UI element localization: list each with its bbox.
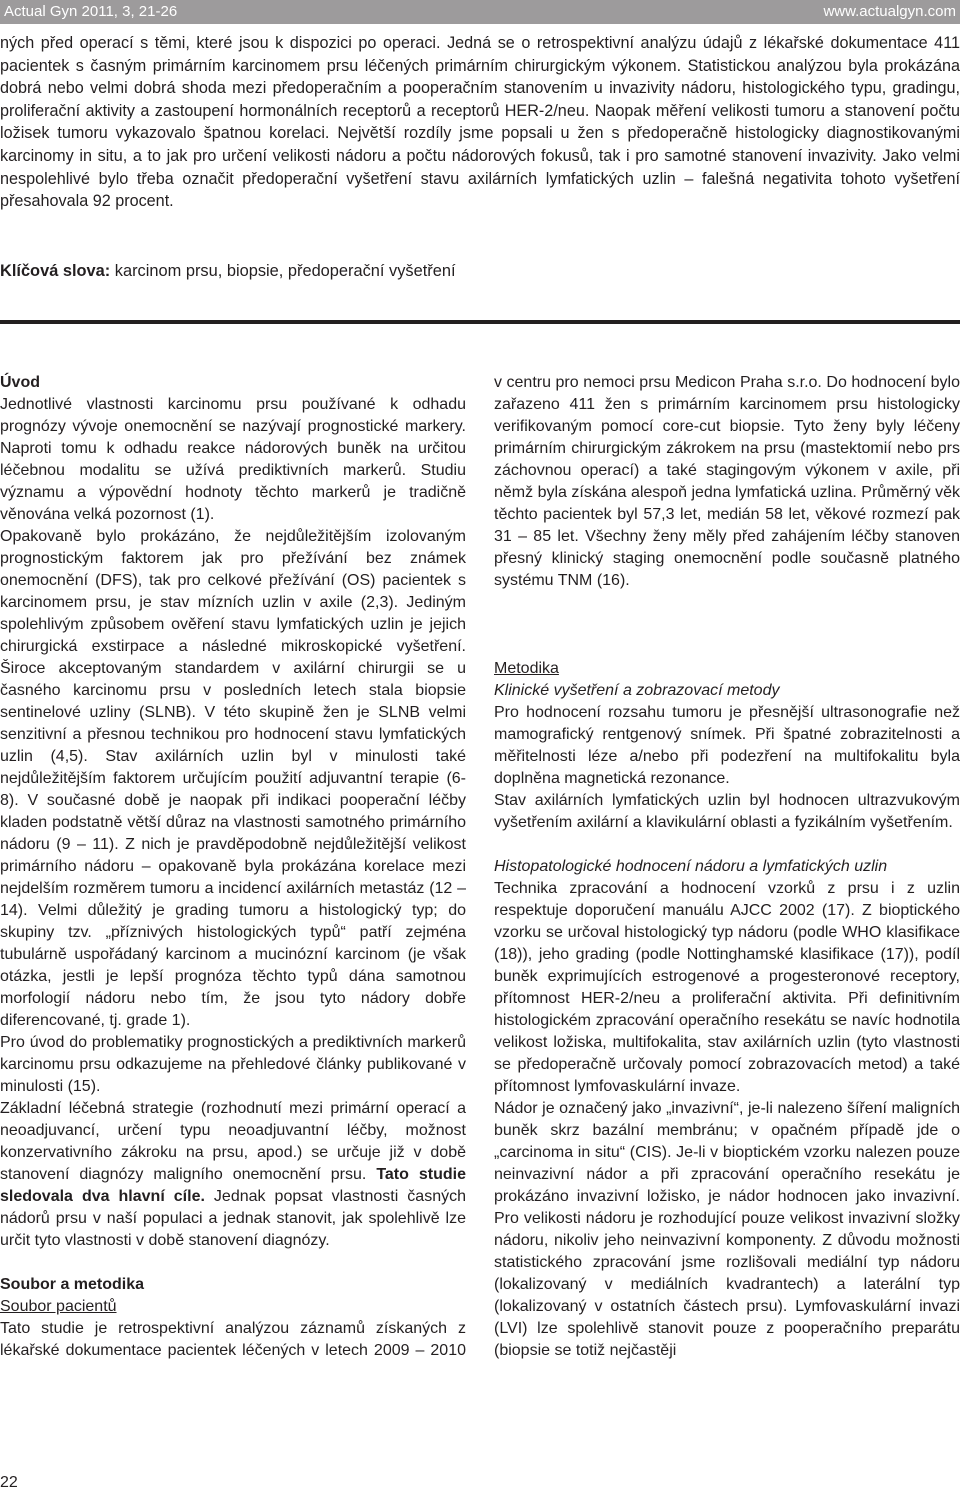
keywords-label: Klíčová slova: [0, 262, 111, 280]
journal-citation: Actual Gyn 2011, 3, 21-26 [4, 3, 178, 20]
running-header [0, 0, 960, 24]
intro-paragraph-4 [0, 1098, 466, 1252]
page-number: 22 [0, 1474, 18, 1491]
intro-p4-bold: Tato studie sledovala dva hlavní cíle. [0, 1166, 466, 1205]
intro-paragraph-2: Opakovaně bylo prokázáno, že nejdůležitějším izolovaným prognostickým faktorem jak pro přežívání bez známek onemocnění (DFS), tak pro celkové přežívání (OS) pacientek s karcinomem prsu, je stav mízních uzlin v axile (2,3). Jediným spolehlivým způsobem ověření stavu lymfatických uzlin je jejich chirurgická exstirpace a následné mikroskopické vyšetření. Široce akceptovaným standardem v axilární chirurgii se u časného karcinomu prsu v posledních letech stala biopsie sentinelové uzliny (SLNB). V této skupině žen je SLNB velmi senzitivní a přesnou technikou pro hodnocení stavu lymfatických uzlin (4,5). Stav axilárních uzlin byl v minulosti také nejdůležitějším faktorem určujícím použití adjuvantní terapie (6-8). V současné době je naopak při indikaci pooperační léčby kladen podstatně větší důraz na vlastnosti samotného primárního nádoru (9 – 11). Z nich je pravděpodobně nejdůležitější velikost primárního nádoru – opakovaně byla prokázána korelace mezi nejdelším rozměrem tumoru a incidencí axilárních metastáz (12 – 14). Velmi důležitý je grading tumoru a histologický typ; do skupiny tzv. „příznivých histologických typů“ patří zejména tubulárně uspořádaný karcinom a mucinózní karcinom (je však otázka, jestli je lepší prognóza těchto typů dána samotnou morfologií nádoru nebo tím, že jsou tyto nádory dobře diferencované, tj. grade 1). [0, 528, 466, 1029]
intro-paragraph-3: Pro úvod do problematiky prognostických a prediktivních markerů karcinomu prsu odkazujeme na přehledové články publikované v minulosti (15). [0, 1034, 466, 1095]
left-column [0, 372, 466, 1362]
methodology-subheading: Metodika [494, 660, 559, 677]
intro-heading: Úvod [0, 374, 40, 391]
clinical-paragraph-2: Stav axilárních lymfatických uzlin byl hodnocen ultrazvukovým vyšetřením axilární a klavikulární oblasti a fyzikálním vyšetřením. [494, 792, 960, 831]
keywords [0, 260, 960, 282]
abstract-text: ných před operací s těmi, které jsou k dispozici po operaci. Jedná se o retrospektivní analýzu údajů z lékařské dokumentace 411 pacientek s časným primárním karcinomem prsu léčených primárním chirurgickým výkonem. Statistickou analýzou byla prokázána dobrá nebo velmi dobrá shoda mezi předoperačním a pooperačním stanovením u invazivity nádoru, histologického typu, gradingu, proliferační aktivity a zastoupení hormonálních receptorů a receptorů HER-2/neu. Naopak měření velikosti tumoru a stanovení počtu ložisek tumoru vykazovalo špatnou korelaci. Největší rozdíly jsme popsali u žen s předoperačně histologicky diagnostikovanými karcinomy in situ, a to jak pro určení velikosti nádoru a počtu nádorových fokusů, tak i pro samotné stanovení invazivity. Jako velmi nespolehlivé bylo třeba označit předoperační vyšetření stavu axilárních lymfatických uzlin – falešná negativita tohoto vyšetření přesahovala 92 procent. [0, 34, 960, 211]
spacer [0, 1252, 466, 1274]
clinical-paragraph-1: Pro hodnocení rozsahu tumoru je přesnější ultrasonografie než mamografický rentgenový snímek. Při špatné zobrazitelnosti a měřitelnosti léze a/nebo při podezření na multifokalitu byla doplněna magnetická rezonance. [494, 704, 960, 787]
intro-p4-start: Základní léčebná strategie (rozhodnutí mezi primární operací a neoadjuvancí, určení typu neoadjuvantní léčby, možnost konzervativního zákroku na prsu, apod.) se určuje již v době stanovení diagnózy maligního onemocnění prsu. [0, 1100, 466, 1183]
patients-text-continued-inner: v centru pro nemoci prsu Medicon Praha s.r.o. Do hodnocení bylo zařazeno 411 žen s primárním karcinomem prsu histologicky verifikovaným pomocí core-cut biopsie. Tyto ženy byly léčeny primárním chirurgickým zákrokem na prsu (mastektomií nebo prs záchovnou operací) a také stagingovým výkonem v axile, při němž byla získána alespoň jedna lymfatická uzlina. Průměrný věk těchto pacientek byl 57,3 let, medián 58 let, věkové rozmezí pak 31 – 85 let. Všechny ženy měly před zahájením léčby stanoven přesný klinický staging onemocnění podle současně platného systému TNM (16). [494, 374, 960, 589]
keywords-text: karcinom prsu, biopsie, předoperační vyšetření [110, 262, 456, 280]
patients-subheading: Soubor pacientů [0, 1298, 117, 1315]
clinical-subheading: Klinické vyšetření a zobrazovací metody [494, 682, 780, 699]
histo-paragraph-2: Nádor je označený jako „invazivní“, je-li nalezeno šíření maligních buněk skrz bazální membránu; v opačném případě jde o „carcinoma in situ“ (CIS). Je-li v bioptickém vzorku nalezen pouze neinvazivní nádor a při zpracování operačního resekátu je prokázáno invazivní ložisko, je nádor hodnocen jako invazivní. Pro velikosti nádoru je rozhodující pouze velikost invazivní složky nádoru, nikoliv jeho neinvazivní komponenty. Z důvodu možnosti statistického zpracování jsme rozlišovali mediální typ nádoru (lokalizovaný v mediálních kvadrantech) a laterální typ (lokalizovaný v ostatních částech prsu). Lymfovaskulární invazi (LVI) lze spolehlivě stanovit pouze z pooperačního preparátu (biopsie se totiž nejčastěji [494, 1100, 960, 1359]
patients-text-continued [494, 372, 960, 636]
journal-url[interactable]: www.actualgyn.com [823, 3, 956, 20]
intro-p4-end: Jednak popsat vlastnosti časných nádorů prsu v naší populaci a jednak stanovit, jak spolehlivě lze určit tyto vlastnosti v době stanovení diagnózy. [0, 1188, 467, 1249]
spacer [494, 834, 960, 856]
intro-paragraph-1: Jednotlivé vlastnosti karcinomu prsu používané k odhadu prognózy vývoje onemocnění se nazývají prognostické markery. Naproti tomu k odhadu reakce nádorových buněk na určitou léčebnou modalitu se užívá prediktivních markerů. Studiu významu a výpovědní hodnoty těchto markerů je tradičně věnována velká pozornost (1). [0, 396, 466, 523]
methods-heading: Soubor a metodika [0, 1276, 145, 1293]
patients-text: Tato studie je retrospektivní analýzou záznamů získaných z lékařské dokumentace pacientek léčených v letech 2009 – 2010 [0, 1320, 466, 1359]
section-divider [0, 320, 960, 324]
histo-paragraph-1: Technika zpracování a hodnocení vzorků z prsu i z uzlin respektuje doporučení manuálu AJCC 2002 (17). Z bioptického vzorku se určoval histologický typ nádoru (podle WHO klasifikace (18)), jeho grading (podle Nottinghamské klasifikace (17)), podíl buněk exprimujících estrogenové a progesteronové receptory, přítomnost HER-2/neu a proliferační aktivita. Při definitivním histologickém zpracování operačního resekátu se navíc hodnotila velikost ložiska, multifokalita, stav axilárních uzlin (tyto vlastnosti se předoperačně určovaly pomocí zobrazovacích metod) a také přítomnost lymfovaskulární invaze. [494, 880, 960, 1095]
spacer [494, 636, 960, 658]
histo-subheading: Histopatologické hodnocení nádoru a lymfatických uzlin [494, 858, 888, 875]
right-column [494, 372, 960, 1362]
